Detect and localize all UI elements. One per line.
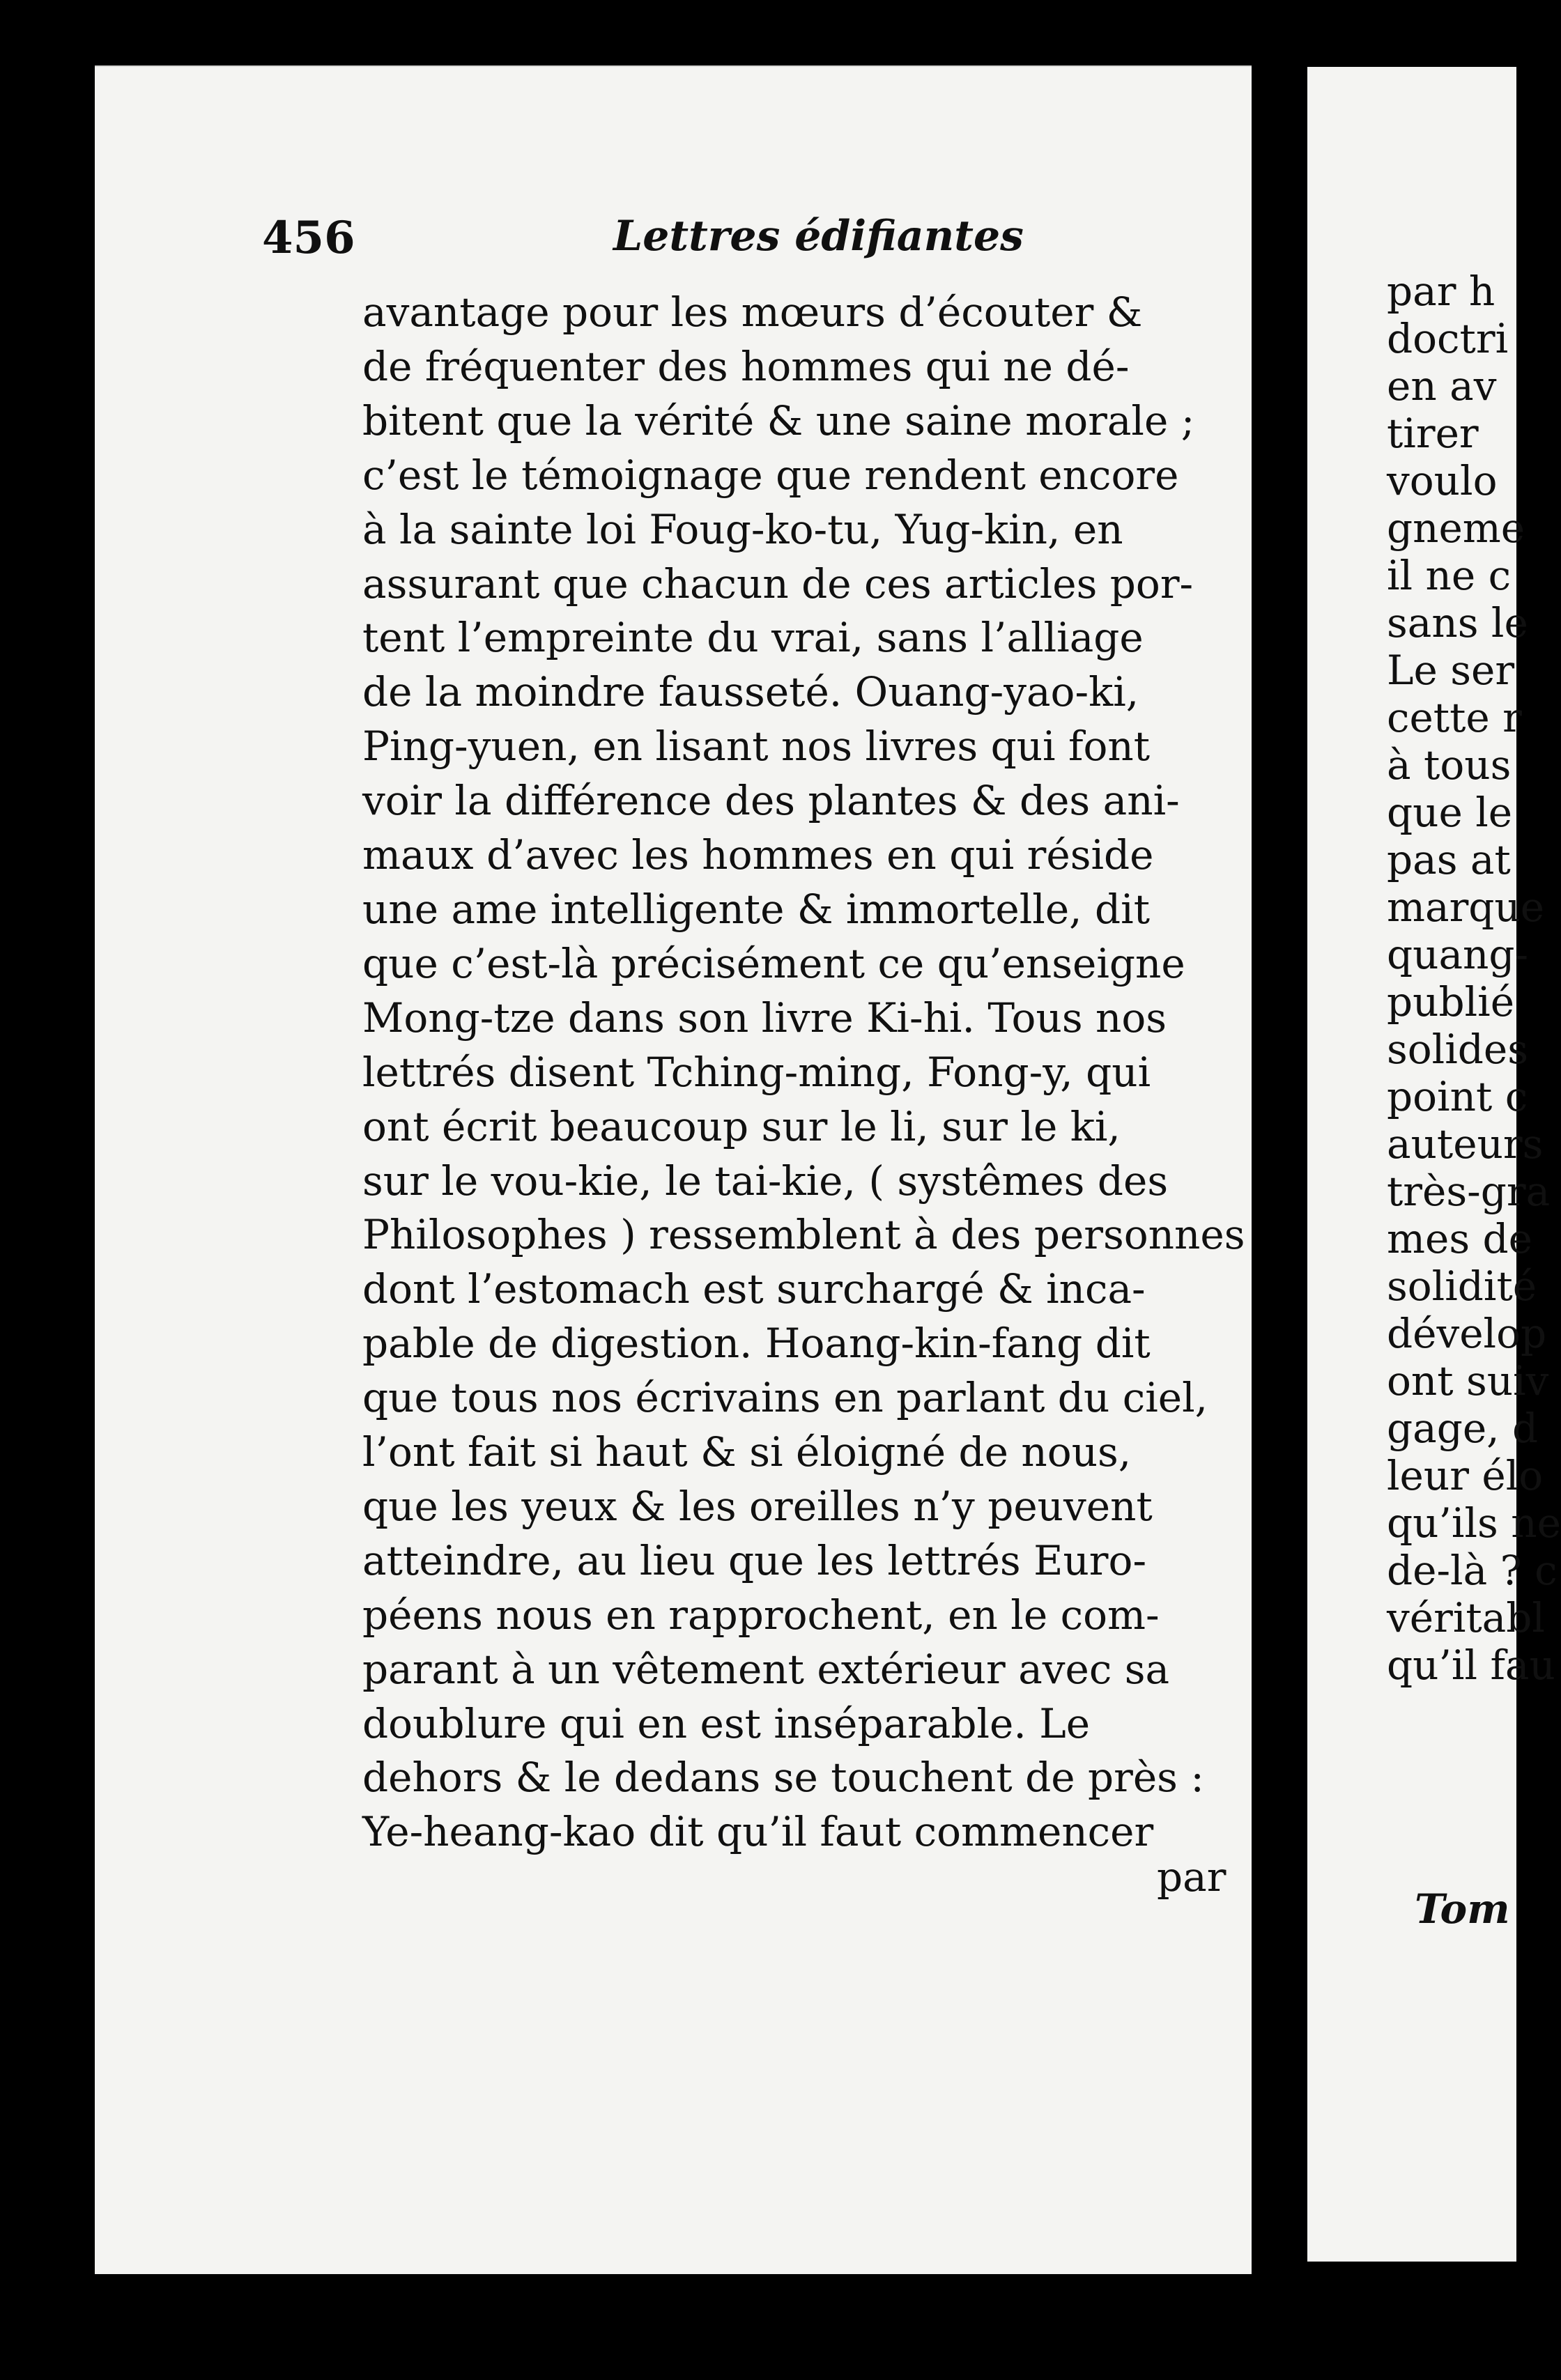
text-line: c’est le témoignage que rendent encore bbox=[362, 451, 1179, 499]
text-line: maux d’avec les hommes en qui réside bbox=[362, 831, 1154, 879]
text-line: en av bbox=[1387, 362, 1497, 410]
text-line: marque bbox=[1387, 883, 1545, 931]
text-line: très-gra bbox=[1387, 1168, 1551, 1215]
text-line: atteindre, au lieu que les lettrés Euro- bbox=[362, 1536, 1147, 1584]
text-line: Mong-tze dans son livre Ki-hi. Tous nos bbox=[362, 994, 1167, 1042]
text-line: véritabl bbox=[1387, 1594, 1545, 1641]
right-page-footer: Tom bbox=[1415, 1885, 1510, 1933]
text-line: sans le bbox=[1387, 599, 1528, 647]
text-line: gneme bbox=[1387, 504, 1525, 552]
right-page-text bbox=[1387, 268, 1561, 1689]
text-line: que c’est-là précisément ce qu’enseigne bbox=[362, 939, 1185, 987]
text-line: leur élo bbox=[1387, 1452, 1544, 1499]
text-line: sur le vou-kie, le tai-kie, ( systêmes des bbox=[362, 1157, 1169, 1205]
text-line: assurant que chacun de ces articles por- bbox=[362, 559, 1194, 608]
text-line: Le ser bbox=[1387, 647, 1515, 694]
text-line: que tous nos écrivains en parlant du ciel, bbox=[362, 1374, 1208, 1422]
text-line: bitent que la vérité & une saine morale ; bbox=[362, 396, 1195, 445]
text-line: voulo bbox=[1387, 457, 1498, 504]
text-line: de la moindre fausseté. Ouang-yao-ki, bbox=[362, 668, 1139, 716]
text-line: une ame intelligente & immortelle, dit bbox=[362, 885, 1151, 933]
catchword: par bbox=[1157, 1853, 1226, 1901]
text-line: l’ont fait si haut & si éloigné de nous, bbox=[362, 1428, 1132, 1476]
text-line: péens nous en rapprochent, en le com- bbox=[362, 1591, 1160, 1639]
running-head: Lettres édifiantes bbox=[613, 212, 1024, 261]
text-line: par h bbox=[1387, 268, 1495, 315]
text-line: Ping-yuen, en lisant nos livres qui font bbox=[362, 722, 1151, 771]
text-line: ont suiv bbox=[1387, 1357, 1549, 1405]
text-line: quang- bbox=[1387, 931, 1529, 978]
text-line: que le bbox=[1387, 789, 1513, 836]
text-line: à tous bbox=[1387, 741, 1512, 789]
text-line: avantage pour les mœurs d’écouter & bbox=[362, 288, 1143, 336]
text-line: ont écrit beaucoup sur le li, sur le ki, bbox=[362, 1102, 1121, 1150]
text-line: lettrés disent Tching-ming, Fong-y, qui bbox=[362, 1048, 1151, 1096]
text-line: dont l’estomach est surchargé & inca- bbox=[362, 1265, 1146, 1313]
text-line: que les yeux & les oreilles n’y peuvent bbox=[362, 1482, 1153, 1530]
text-line: voir la différence des plantes & des ani- bbox=[362, 777, 1180, 825]
text-line: Philosophes ) ressemblent à des personnes bbox=[362, 1211, 1245, 1259]
text-line: point c bbox=[1387, 1073, 1528, 1120]
text-line: tent l’empreinte du vrai, sans l’alliage bbox=[362, 614, 1144, 662]
text-line: solidité bbox=[1387, 1262, 1537, 1310]
text-line: dehors & le dedans se touchent de près : bbox=[362, 1754, 1204, 1802]
text-line: cette r bbox=[1387, 694, 1522, 741]
text-line: solides bbox=[1387, 1026, 1528, 1073]
text-line: dévelop bbox=[1387, 1310, 1547, 1357]
text-line: publié bbox=[1387, 978, 1515, 1026]
text-line: il ne c bbox=[1387, 552, 1512, 599]
text-line: pas at bbox=[1387, 836, 1511, 883]
text-line: auteurs bbox=[1387, 1120, 1544, 1168]
text-line: qu’ils ne bbox=[1387, 1499, 1561, 1547]
page-number: 456 bbox=[262, 212, 355, 264]
body-text bbox=[362, 286, 1245, 1860]
text-line: doublure qui en est inséparable. Le bbox=[362, 1699, 1091, 1747]
text-line: parant à un vêtement extérieur avec sa bbox=[362, 1645, 1170, 1693]
text-line: de fréquenter des hommes qui ne dé- bbox=[362, 342, 1130, 390]
text-line: pable de digestion. Hoang-kin-fang dit bbox=[362, 1320, 1151, 1368]
text-line: doctri bbox=[1387, 315, 1509, 362]
text-line: gage, d bbox=[1387, 1405, 1539, 1452]
text-line: tirer bbox=[1387, 410, 1479, 457]
text-line: qu’il fau bbox=[1387, 1641, 1555, 1689]
page-header bbox=[262, 212, 1098, 281]
text-line: à la sainte loi Foug-ko-tu, Yug-kin, en bbox=[362, 505, 1123, 553]
text-line: Ye-heang-kao dit qu’il faut commencer bbox=[362, 1808, 1154, 1856]
text-line: mes de bbox=[1387, 1215, 1532, 1262]
text-line: de-là ? c bbox=[1387, 1547, 1558, 1594]
